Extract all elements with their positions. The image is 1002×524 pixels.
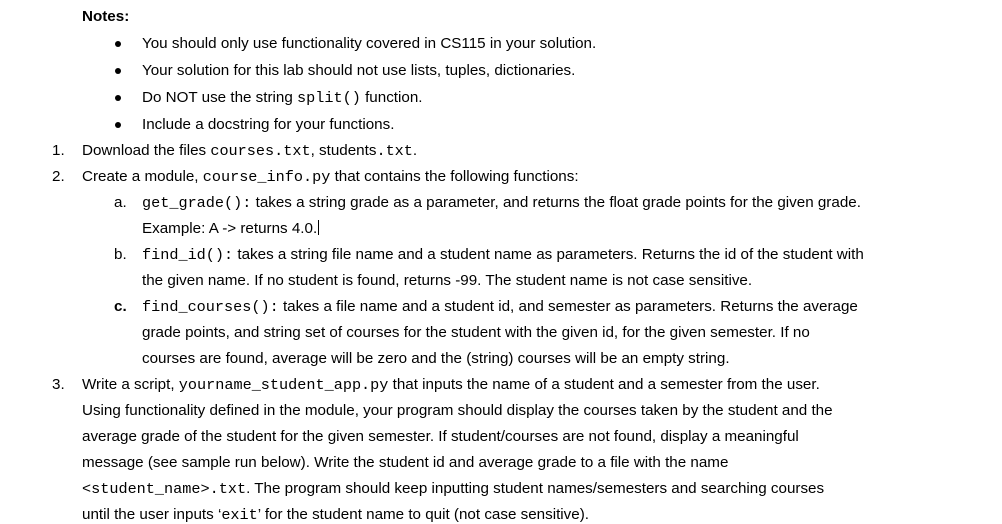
step-3-line-4: message (see sample run below). Write the student id and average grade to a file with the name <box>82 454 729 471</box>
item-a-text: get_grade(): takes a string grade as a parameter, and returns the float grade points for the given grade. <box>142 194 861 212</box>
step-number-1: 1. <box>52 142 65 159</box>
item-b-continuation: the given name. If no student is found, returns -99. The student name is not case sensitive. <box>142 272 753 289</box>
note-bullet-3: Do NOT use the string split() function. <box>142 89 423 107</box>
item-c-continuation-1: grade points, and string set of courses for the student with the given id, for the given semester. If no <box>142 324 810 341</box>
step-3-line-6: until the user inputs ‘exit’ for the student name to quit (not case sensitive). <box>82 506 589 524</box>
step-2-text: Create a module, course_info.py that contains the following functions: <box>82 168 579 186</box>
step-3-line-5: <student_name>.txt. The program should keep inputting student names/semesters and searching courses <box>82 480 825 498</box>
item-letter-c: c. <box>114 298 127 315</box>
bullet-icon <box>115 95 121 101</box>
note-bullet-2: Your solution for this lab should not use lists, tuples, dictionaries. <box>142 62 576 79</box>
item-a-example: Example: A -> returns 4.0. <box>142 220 318 237</box>
step-3-line-3: average grade of the student for the given semester. If student/courses are not found, display a meaningful <box>82 428 799 445</box>
step-3-text: Write a script, yourname_student_app.py that inputs the name of a student and a semester from the user. <box>82 376 820 394</box>
step-1-text: Download the files courses.txt, students.txt. <box>82 142 418 160</box>
item-b-text: find_id(): takes a string file name and a student name as parameters. Returns the id of the student with <box>142 246 864 264</box>
note-bullet-1: You should only use functionality covered in CS115 in your solution. <box>142 35 597 52</box>
step-number-2: 2. <box>52 168 65 185</box>
bullet-icon <box>115 68 121 74</box>
text-cursor <box>318 220 319 235</box>
bullet-icon <box>115 41 121 47</box>
item-letter-b: b. <box>114 246 127 263</box>
bullet-icon <box>115 122 121 128</box>
step-number-3: 3. <box>52 376 65 393</box>
step-3-line-2: Using functionality defined in the module, your program should display the courses taken by the student and the <box>82 402 833 419</box>
item-c-continuation-2: courses are found, average will be zero and the (string) courses will be an empty string. <box>142 350 730 367</box>
notes-title: Notes: <box>82 8 130 25</box>
item-c-text: find_courses(): takes a file name and a student id, and semester as parameters. Returns the average <box>142 298 858 316</box>
item-letter-a: a. <box>114 194 127 211</box>
note-bullet-4: Include a docstring for your functions. <box>142 116 395 133</box>
